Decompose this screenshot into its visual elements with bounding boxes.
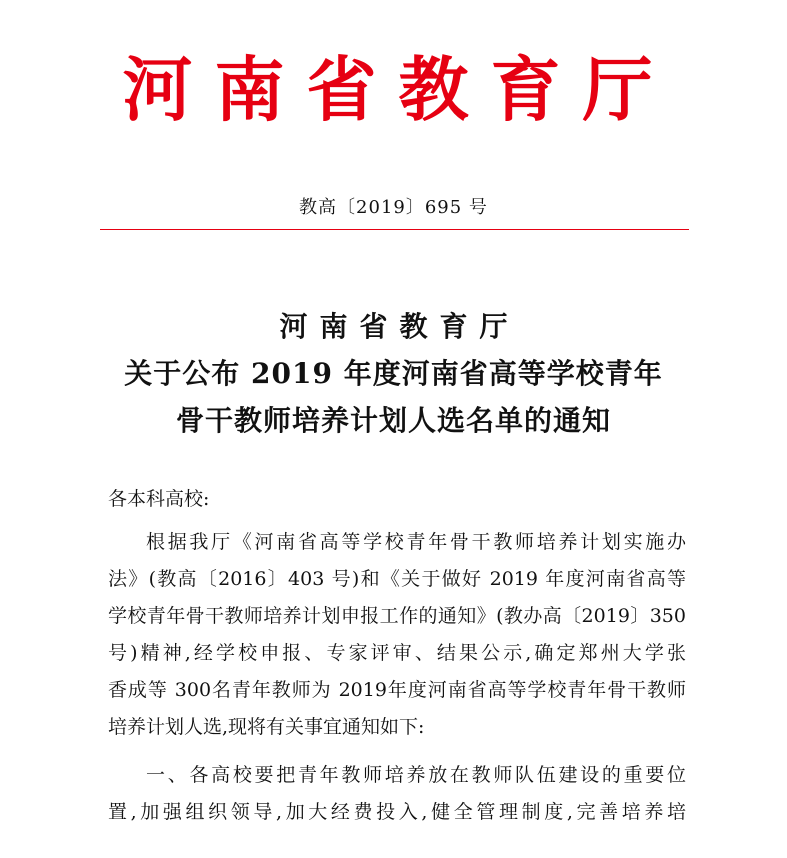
notice-title-line: 骨干教师培养计划人选名单的通知 [175, 404, 611, 437]
issuer-masthead: 河南省教育厅 [122, 49, 675, 131]
salutation: 各本科高校: [108, 488, 210, 510]
paragraph-line: 置,加强组织领导,加大经费投入,健全管理制度,完善培养培 [108, 801, 686, 823]
notice-title-issuer: 河南省教育厅 [279, 310, 520, 343]
paragraph-line: 培养计划人选,现将有关事宜通知如下: [108, 716, 425, 738]
paragraph-line: 号)精神,经学校申报、专家评审、结果公示,确定郑州大学张 [108, 642, 686, 664]
paragraph-line: 根据我厅《河南省高等学校青年骨干教师培养计划实施办 [146, 531, 686, 553]
red-divider-line [100, 229, 689, 230]
paragraph-line: 法》(教高〔2016〕403 号)和《关于做好 2019 年度河南省高等 [108, 568, 686, 590]
paragraph-line: 香成等 300名青年教师为 2019年度河南省高等学校青年骨干教师 [108, 679, 686, 701]
document-number: 教高〔2019〕695 号 [299, 197, 488, 218]
paragraph-line: 一、各高校要把青年教师培养放在教师队伍建设的重要位 [146, 764, 686, 786]
notice-title-line: 关于公布 2019 年度河南省高等学校青年 [124, 357, 663, 390]
paragraph-line: 学校青年骨干教师培养计划申报工作的通知》(教办高〔2019〕350 [108, 605, 686, 627]
